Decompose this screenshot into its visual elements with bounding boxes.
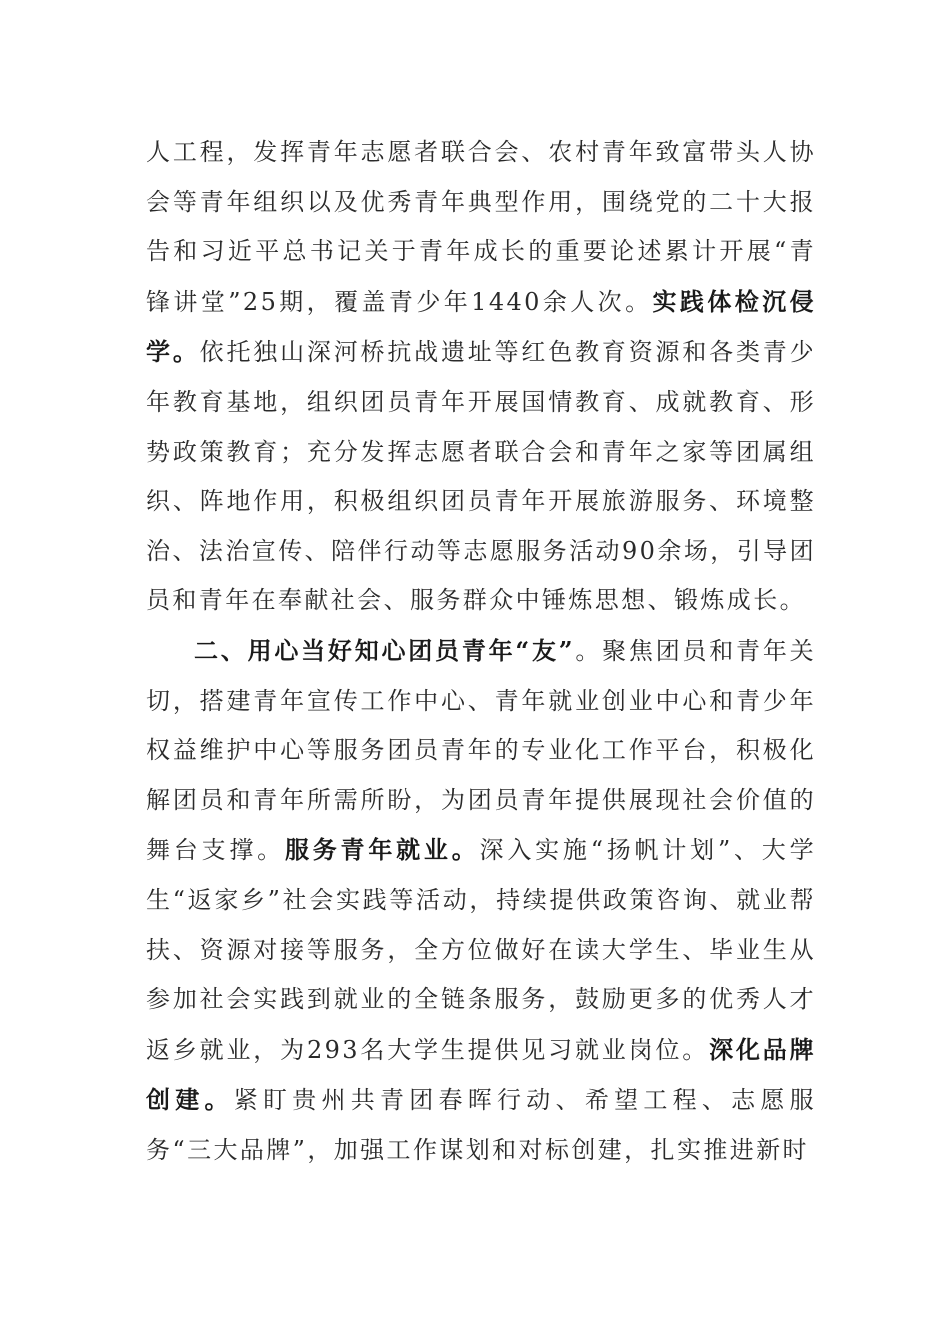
paragraph-2 [146, 626, 816, 1176]
bold-heading: 服务青年就业。 [284, 835, 480, 865]
text-run: 深入实施“扬帆计划”、大学生“返家乡”社会实践等活动，持续提供政策咨询、就业帮扶、资源对接等服务，全方位做好在读大学生、毕业生从参加社会实践到就业的全链条服务，鼓励更多的优秀人才返乡就业，为293名大学生提供见习就业岗位。 [146, 836, 816, 1064]
bold-heading: 深化品牌创建。 [146, 1034, 817, 1115]
text-run: 紧盯贵州共青团春晖行动、希望工程、志愿服务“三大品牌”，加强工作谋划和对标创建，扎实推进新时 [146, 1086, 816, 1164]
section-heading: 二、用心当好知心团员青年“友” [194, 635, 575, 665]
text-run: 依托独山深河桥抗战遗址等红色教育资源和各类青少年教育基地，组织团员青年开展国情教育、成就教育、形势政策教育；充分发挥志愿者联合会和青年之家等团属组织、阵地作用，积极组织团员青年开展旅游服务、环境整治、法治宣传、陪伴行动等志愿服务活动90余场，引导团员和青年在奉献社会、服务群众中锤炼思想、锻炼成长。 [146, 338, 816, 615]
text-run: 。聚焦团员和青年关切，搭建青年宣传工作中心、青年就业创业中心和青少年权益维护中心等服务团员青年的专业化工作平台，积极化解团员和青年所需所盼，为团员青年提供展现社会价值的舞台支撑。 [146, 636, 817, 865]
text-run: 人工程，发挥青年志愿者联合会、农村青年致富带头人协会等青年组织以及优秀青年典型作用，围绕党的二十大报告和习近平总书记关于青年成长的重要论述累计开展“青锋讲堂”25期，覆盖青少年1440余人次。 [146, 138, 816, 316]
bold-heading: 实践体检沉侵学。 [146, 286, 816, 367]
body-text [146, 128, 816, 1175]
paragraph-1 [146, 128, 816, 626]
